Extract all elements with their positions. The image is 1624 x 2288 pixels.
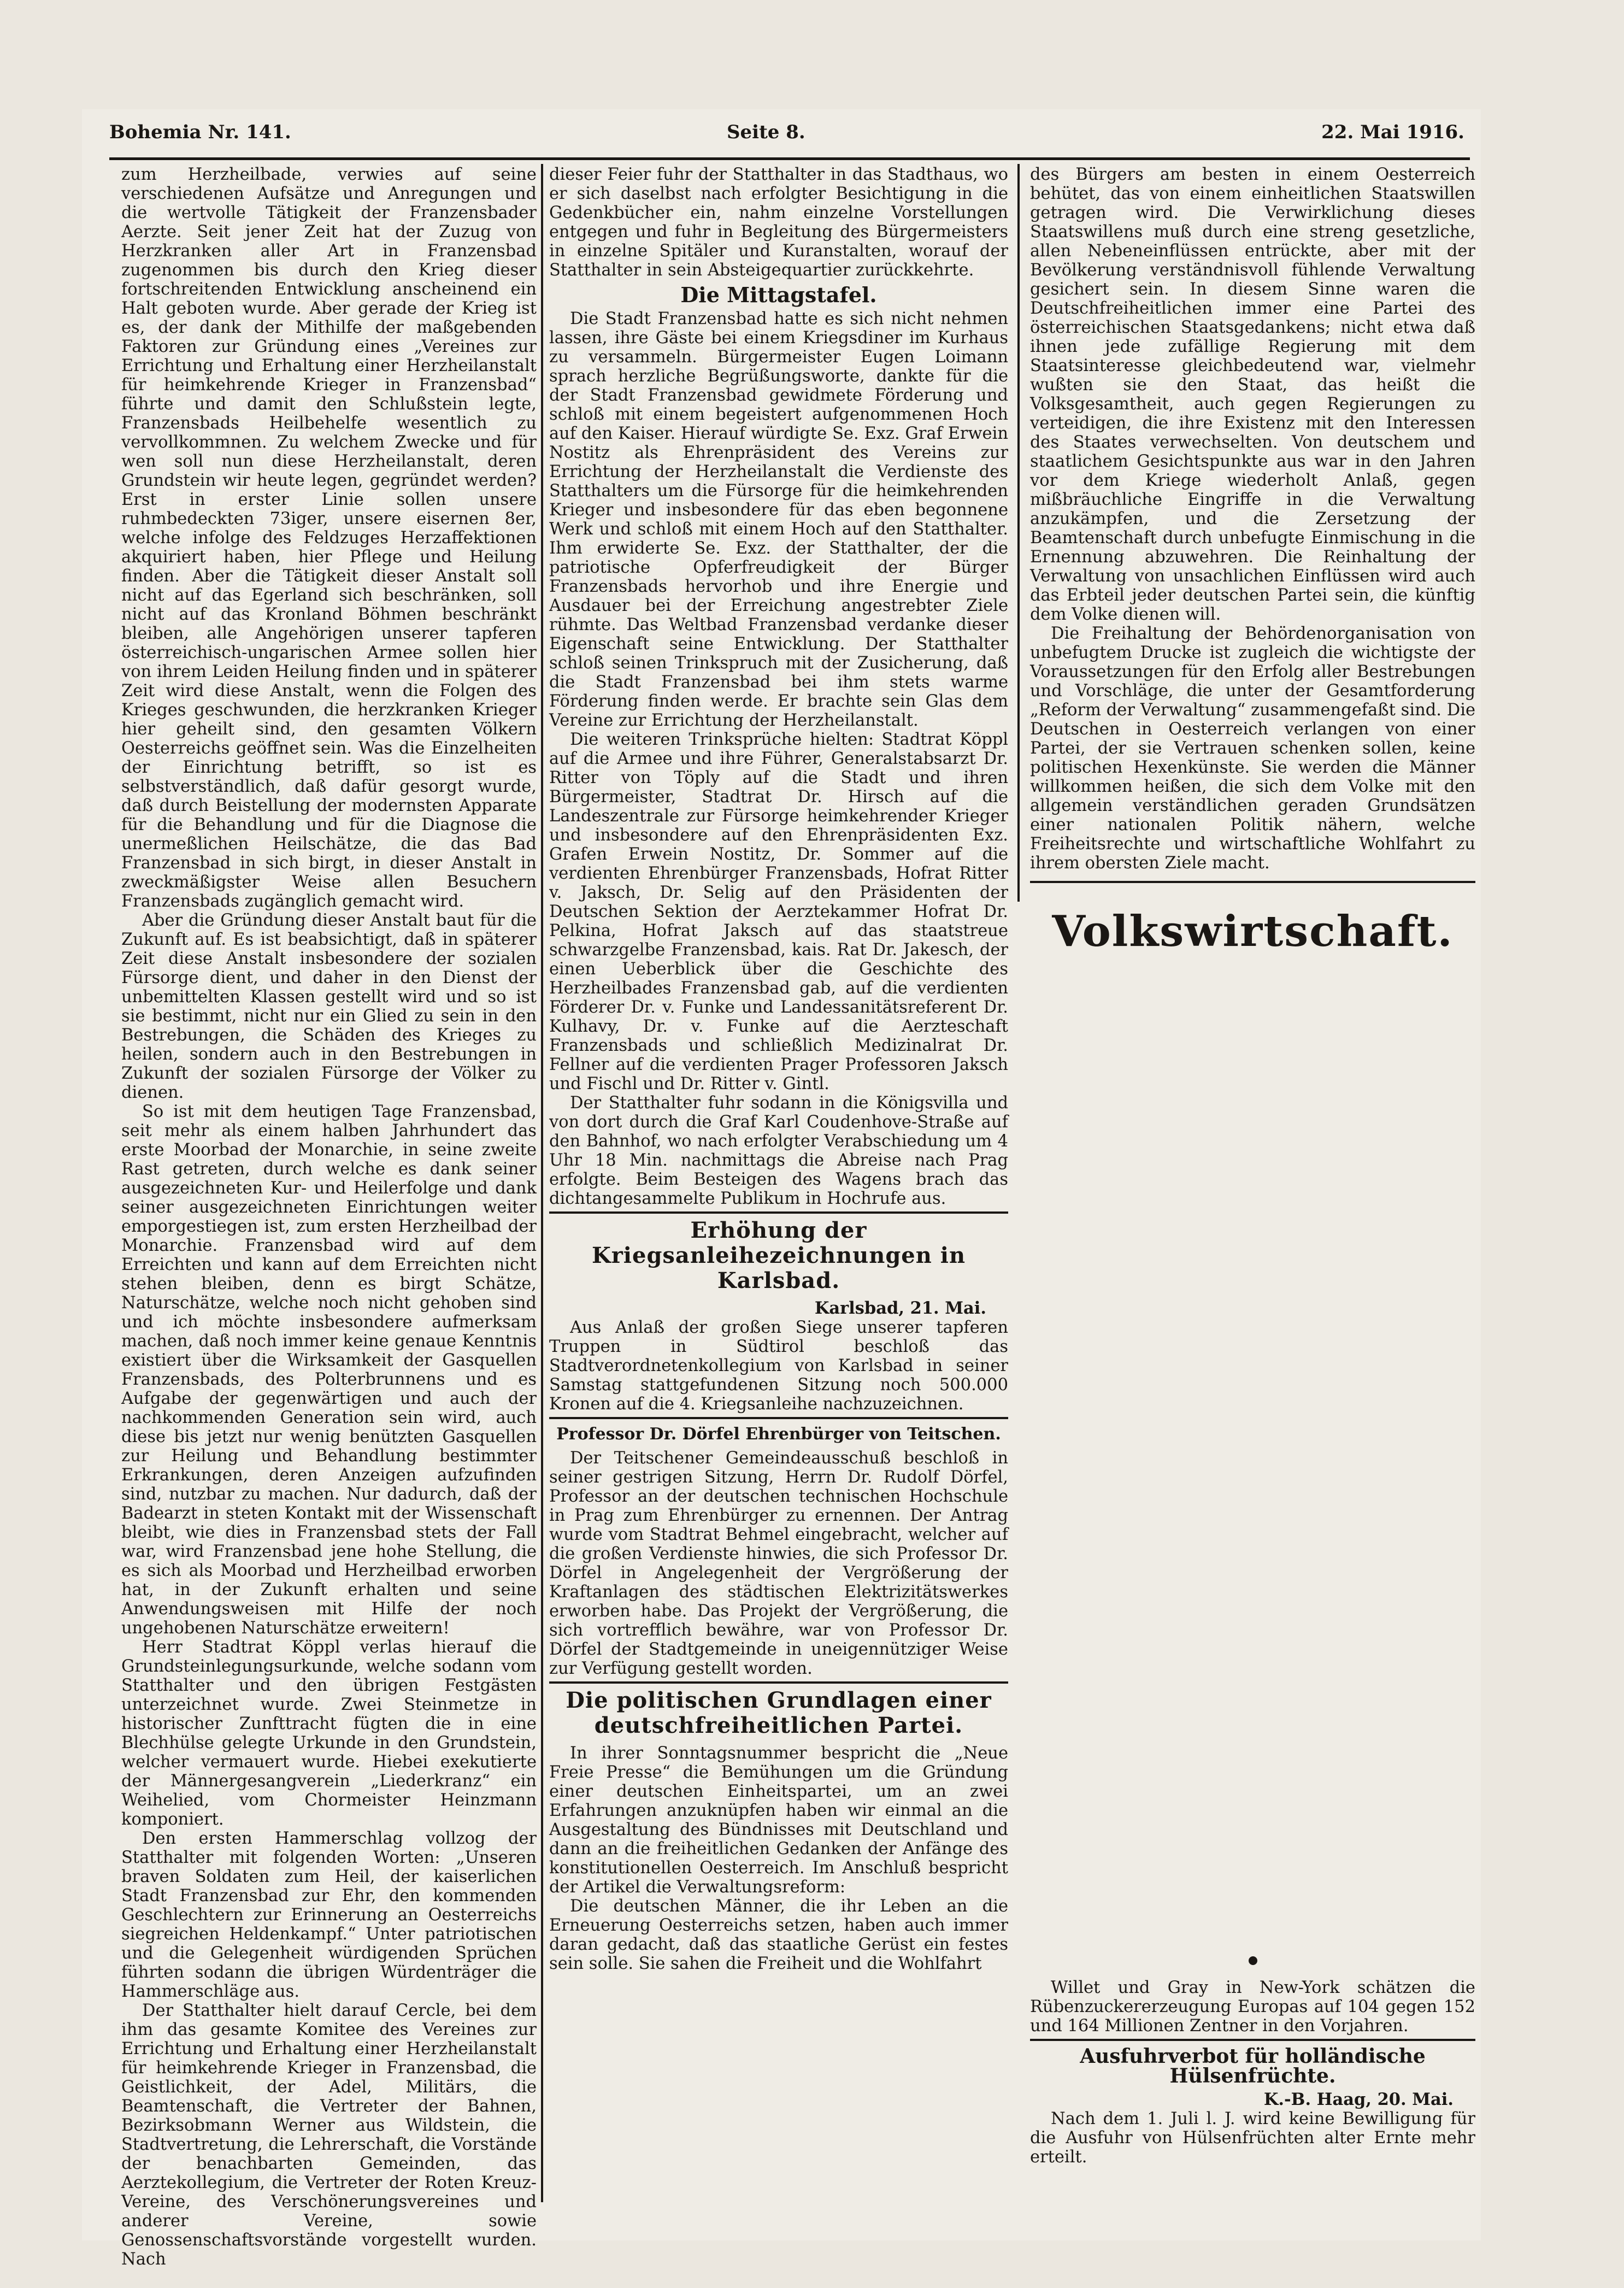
article-paragraph: Willet und Gray in New-York schätzen die Rübenzuckererzeugung Europas auf 104 gegen 152 und 164 Millionen Zentner in den Vorjahren. <box>1030 1978 1475 2036</box>
column-3 <box>1030 165 1475 919</box>
article-paragraph: Nach dem 1. Juli l. J. wird keine Bewilligung für die Ausfuhr von Hülsenfrüchten alter Ernte mehr erteilt. <box>1030 2109 1475 2167</box>
section-heading-volkswirtschaft: Volkswirtschaft. <box>1052 907 1454 956</box>
article-divider <box>1030 2039 1475 2041</box>
article-paragraph: Die Stadt Franzensbad hatte es sich nicht nehmen lassen, ihre Gäste bei einem Kriegsdiner im Kurhaus zu versammeln. Bürgermeister Eugen Loimann sprach herzliche Begrüßungsworte, dankte für die der Stadt Franzensbad gewidmete Förderung und schloß mit einem begeistert aufgenommenen Hoch auf den Kaiser. Hierauf würdigte Se. Exz. Graf Erwein Nostitz als Ehrenpräsident des Vereins zur Errichtung der Herzheilanstalt die Verdienste des Statthalters um die Fürsorge für die heimkehrenden Krieger und insbesondere für das eben begonnene Werk und schloß mit einem Hoch auf den Statthalter. Ihm erwiderte Se. Exz. der Statthalter, der die patriotische Opferfreudigkeit der Bürger Franzensbads hervorhob und ihre Energie und Ausdauer bei der Erreichung angestrebter Ziele rühmte. Das Weltbad Franzensbad verdanke dieser Eigenschaft seine Entwicklung. Der Statthalter schloß seinen Trinkspruch mit der Zusicherung, daß die Stadt Franzensbad bei ihm stets warme Förderung finden werde. Er brachte sein Glas dem Vereine zur Errichtung der Herzheilanstalt. <box>549 309 1008 730</box>
article-divider <box>549 1417 1008 1419</box>
article-paragraph: Die Freihaltung der Behördenorganisation von unbefugtem Drucke ist zugleich die wichtigste der Voraussetzungen für den Erfolg aller Bestrebungen und Vorschläge, die unter der Gesamtforderung „Reform der Verwaltung“ zusammengefaßt sind. Die Deutschen in Oesterreich verlangen von einer Partei, der sie Vertrauen schenken sollen, keine politischen Hexenkünste. Sie werden die Männer willkommen heißen, die sich dem Volke mit den allgemein verständlichen geraden Grundsätzen einer nationalen Politik nähern, welche Freiheitsrechte und wirtschaftliche Wohlfahrt zu ihrem obersten Ziele macht. <box>1030 624 1475 873</box>
article-heading-kriegsanleihe: Erhöhung der Kriegsanleihezeichnungen in Karlsbad. <box>591 1217 966 1293</box>
column-2 <box>549 165 1008 2209</box>
article-heading-ausfuhrverbot: Ausfuhrverbot für holländische Hülsenfrüchte. <box>1080 2045 1426 2087</box>
page-header <box>109 121 1475 154</box>
header-page-number: Seite 8. <box>727 121 805 143</box>
article-divider <box>549 1211 1008 1214</box>
article-paragraph: Aus Anlaß der großen Siege unserer tapferen Truppen in Südtirol beschloß das Stadtverordnetenkollegium von Karlsbad in seiner Samstag stattgefundenen Sitzung noch 500.000 Kronen auf die 4. Kriegsanleihe nachzuzeichnen. <box>549 1318 1008 1414</box>
column-1 <box>121 165 537 2269</box>
article-heading-ehrenbuerger: Professor Dr. Dörfel Ehrenbürger von Teitschen. <box>556 1425 1001 1444</box>
article-paragraph: des Bürgers am besten in einem Oesterreich behütet, das von einem einheitlichen Staatswillen getragen wird. Die Verwirklichung dieses Staatswillens muß durch eine streng gesetzliche, allen Nebeneinflüssen entrückte, aber mit der Bevölkerung verständnisvoll fühlende Verwaltung gesichert sein. In diesem Sinne waren die Deutschfreiheitlichen immer eine Partei des österreichischen Staatsgedankens; nicht etwa daß ihnen jede zufällige Regierung mit dem Staatsinteresse gleichbedeutend war, vielmehr wußten sie den Staat, das heißt die Volksgesamtheit, auch gegen Regierungen zu verteidigen, die ihre Existenz mit den Interessen des Staates verwechselten. Von deutschem und staatlichem Gesichtspunkte aus war in den Jahren vor dem Kriege wiederholt Anlaß, gegen mißbräuchliche Eingriffe in die Verwaltung anzukämpfen, und die Zersetzung der Beamtenschaft durch unbefugte Einmischung in die Ernennung abzuwehren. Die Reinhaltung der Verwaltung von unsachlichen Einflüssen wird auch das Erbteil jeder deutschen Partei sein, die künftig dem Volke dienen will. <box>1030 165 1475 624</box>
separator-dot <box>1249 1956 1257 1965</box>
article-heading-grundlagen: Die politischen Grundlagen einer deutschfreiheitlichen Partei. <box>566 1687 992 1738</box>
article-paragraph: dieser Feier fuhr der Statthalter in das Stadthaus, wo er sich daselbst nach erfolgter Besichtigung in die Gedenkbücher ein, nahm einzelne Vorstellungen entgegen und fuhr in Begleitung des Bürgermeisters in einzelne Spitäler und Kuranstalten, worauf der Statthalter in sein Absteigequartier zurückkehrte. <box>549 165 1008 280</box>
section-divider <box>1030 881 1475 883</box>
article-heading-mittagstafel: Die Mittagstafel. <box>680 283 877 307</box>
article-paragraph: In ihrer Sonntagsnummer bespricht die „Neue Freie Presse“ die Bemühungen um die Gründung einer deutschen Einheitspartei, um an zwei Erfahrungen anzuknüpfen haben wir einmal an die Ausgestaltung des Bündnisses mit Deutschland und dann an die freiheitlichen Gedanken der Anfänge des konstitutionellen Oesterreich. Im Anschluß bespricht der Artikel die Verwaltungsreform: <box>549 1744 1008 1897</box>
article-dateline: K.-B. Haag, 20. Mai. <box>1263 2090 1454 2109</box>
column-divider-1 <box>541 164 543 2202</box>
article-paragraph: Herr Stadtrat Köppl verlas hierauf die Grundsteinlegungsurkunde, welche sodann vom Statthalter und den übrigen Festgästen unterzeichnet wurde. Zwei Steinmetze in historischer Zunfttracht fügten die in eine Blechhülse gelegte Urkunde in den Grundstein, welcher vermauert wurde. Hiebei exekutierte der Männergesangverein „Liederkranz“ ein Weihelied, vom Chormeister Heinzmann komponiert. <box>121 1638 537 1829</box>
header-date: 22. Mai 1916. <box>1321 121 1464 143</box>
header-rule <box>109 157 1470 160</box>
article-paragraph: Der Statthalter fuhr sodann in die Königsvilla und von dort durch die Graf Karl Coudenhove-Straße auf den Bahnhof, wo nach erfolgter Verabschiedung um 4 Uhr 18 Min. nachmittags die Abreise nach Prag erfolgte. Beim Besteigen des Wagens brach das dichtangesammelte Publikum in Hochrufe aus. <box>549 1093 1008 1208</box>
header-issue: Bohemia Nr. 141. <box>109 121 291 143</box>
article-paragraph: Der Teitschener Gemeindeausschuß beschloß in seiner gestrigen Sitzung, Herrn Dr. Rudolf Dörfel, Professor an der deutschen technischen Hochschule in Prag zum Ehrenbürger zu ernennen. Der Antrag wurde vom Stadtrat Behmel eingebracht, welcher auf die großen Verdienste hinwies, die sich Professor Dr. Dörfel in Angelegenheit der Vergrößerung der Kraftanlagen des städtischen Elektrizitätswerkes erworben habe. Das Projekt der Vergrößerung, die sich vortrefflich bewähre, war von Professor Dr. Dörfel der Stadtgemeinde in uneigennütziger Weise zur Verfügung gestellt worden. <box>549 1449 1008 1678</box>
article-paragraph: Der Statthalter hielt darauf Cercle, bei dem ihm das gesamte Komitee des Vereines zur Errichtung und Erhaltung einer Herzheilanstalt für heimkehrende Krieger in Franzensbad, die Geistlichkeit, der Adel, Militärs, die Beamtenschaft, die Vertreter der Bahnen, Bezirksobmann Werner aus Wildstein, die Stadtvertretung, die Lehrerschaft, die Vorstände der benachbarten Gemeinden, das Aerztekollegium, die Vertreter der Roten Kreuz-Vereine, des Verschönerungsvereines und anderer Vereine, sowie Genossenschaftsvorstände vorgestellt wurden. Nach <box>121 2001 537 2269</box>
article-divider <box>549 1681 1008 1684</box>
column-3-bottom <box>1030 1978 1475 2197</box>
article-paragraph: zum Herzheilbade, verwies auf seine verschiedenen Aufsätze und Anregungen und die wertvolle Tätigkeit der Franzensbader Aerzte. Seit jener Zeit hat der Zuzug von Herzkranken aller Art in Franzensbad zugenommen bis durch den Krieg dieser fortschreitenden Entwicklung anscheinend ein Halt geboten wurde. Aber gerade der Krieg ist es, der dank der Mithilfe der maßgebenden Faktoren zur Gründung eines „Vereines zur Errichtung und Erhaltung einer Herzheilanstalt für heimkehrende Krieger in Franzensbad“ führte und damit den Schlußstein legte, Franzensbads Heilbehelfe wesentlich zu vervollkommnen. Zu welchem Zwecke und für wen soll nun diese Herzheilanstalt, deren Grundstein wir heute legen, gegründet werden? Erst in erster Linie sollen unsere ruhmbedeckten 73iger, unsere eisernen 8er, welche infolge des Feldzuges Herzaffektionen akquiriert haben, hier Pflege und Heilung finden. Aber die Tätigkeit dieser Anstalt soll nicht auf das Egerland sich beschränken, soll nicht auf das Kronland Böhmen beschränkt bleiben, alle Angehörigen unserer tapferen österreichisch-ungarischen Armee sollen hier von ihrem Leiden Heilung finden und in späterer Zeit wird diese Anstalt, wenn die Folgen des Krieges geschwunden, die herzkranken Krieger hier geheilt sind, den gesamten Völkern Oesterreichs geöffnet sein. Was die Einzelheiten der Einrichtung betrifft, so ist es selbstverständlich, daß dafür gesorgt wurde, daß durch Beistellung der modernsten Apparate für die Behandlung und für die Diagnose die unermeßlichen Heilschätze, die das Bad Franzensbad in sich birgt, in dieser Anstalt in zweckmäßigster Weise allen Besuchern Franzensbads zugänglich gemacht wird. <box>121 165 537 911</box>
article-paragraph: Die weiteren Trinksprüche hielten: Stadtrat Köppl auf die Armee und ihre Führer, Generalstabsarzt Dr. Ritter von Töply auf die Stadt und ihren Bürgermeister, Stadtrat Dr. Hirsch auf die Landeszentrale zur Fürsorge heimkehrender Krieger und insbesondere auf den Ehrenpräsidenten Exz. Grafen Erwein Nostitz, Dr. Sommer auf die verdienten Ehrenbürger Franzensbads, Hofrat Ritter v. Jaksch, Dr. Selig auf den Präsidenten der Deutschen Sektion der Aerztekammer Hofrat Dr. Pelkina, Hofrat Jaksch auf das staatstreue schwarzgelbe Franzensbad, kais. Rat Dr. Jakesch, der einen Ueberblick über die Geschichte des Herzheilbades Franzensbad gab, auf die verdienten Förderer Dr. v. Funke und Landessanitätsreferent Dr. Kulhavy, Dr. v. Funke auf die Aerzteschaft Franzensbads und schließlich Medizinalrat Dr. Fellner auf die verdienten Prager Professoren Jaksch und Fischl und Dr. Ritter v. Gintl. <box>549 730 1008 1093</box>
column-divider-2 <box>1017 164 1020 902</box>
article-paragraph: Aber die Gründung dieser Anstalt baut für die Zukunft auf. Es ist beabsichtigt, daß in späterer Zeit diese Anstalt insbesondere der sozialen Fürsorge dient, und daher in den Dienst der unbemittelten Klassen gestellt wird und so ist sie bestimmt, nicht nur ein Glied zu sein in den Bestrebungen, die Schäden des Krieges zu heilen, sondern auch in den Bestrebungen in Zukunft der sozialen Fürsorge der Völker zu dienen. <box>121 911 537 1102</box>
article-dateline: Karlsbad, 21. Mai. <box>814 1298 986 1318</box>
article-paragraph: Die deutschen Männer, die ihr Leben an die Erneuerung Oesterreichs setzen, haben auch immer daran gedacht, daß das staatliche Gerüst ein festes sein solle. Sie sahen die Freiheit und die Wohlfahrt <box>549 1897 1008 1973</box>
article-paragraph: Den ersten Hammerschlag vollzog der Statthalter mit folgenden Worten: „Unseren braven Soldaten zum Heil, der kaiserlichen Stadt Franzensbad zur Ehr, den kommenden Geschlechtern zur Erinnerung an Oesterreichs siegreichen Heldenkampf.“ Unter patriotischen und die Gelegenheit würdigenden Sprüchen führten sodann die übrigen Würdenträger die Hammerschläge aus. <box>121 1829 537 2001</box>
article-paragraph: So ist mit dem heutigen Tage Franzensbad, seit mehr als einem halben Jahrhundert das erste Moorbad der Monarchie, in seine zweite Rast getreten, durch welche es dank seiner ausgezeichneten Kur- und Heilerfolge und dank seiner ausgezeichneten Einrichtungen weiter emporgestiegen ist, zum ersten Herzheilbad der Monarchie. Franzensbad wird auf dem Erreichten und kann auf dem Erreichten nicht stehen bleiben, denn es birgt Schätze, Naturschätze, welche noch nicht gehoben sind und ich möchte insbesondere aufmerksam machen, daß noch immer keine genaue Kenntnis existiert über die Wirksamkeit der Gasquellen Franzensbads, des Polterbrunnens und es Aufgabe der gegenwärtigen und auch der nachkommenden Generation sein wird, auch diese bis jetzt nur wenig benützten Gasquellen zur Heilung und Behandlung bestimmter Erkrankungen, deren Anzeigen aufzufinden sind, nutzbar zu machen. Nur dadurch, daß der Badearzt in steten Kontakt mit der Wissenschaft bleibt, wie dies in Franzensbad stets der Fall war, wird Franzensbad jene hohe Stellung, die es sich als Moorbad und Herzheilbad erworben hat, in der Zukunft erhalten und seine Anwendungsweisen mit Hilfe der noch ungehobenen Naturschätze erweitern! <box>121 1102 537 1638</box>
